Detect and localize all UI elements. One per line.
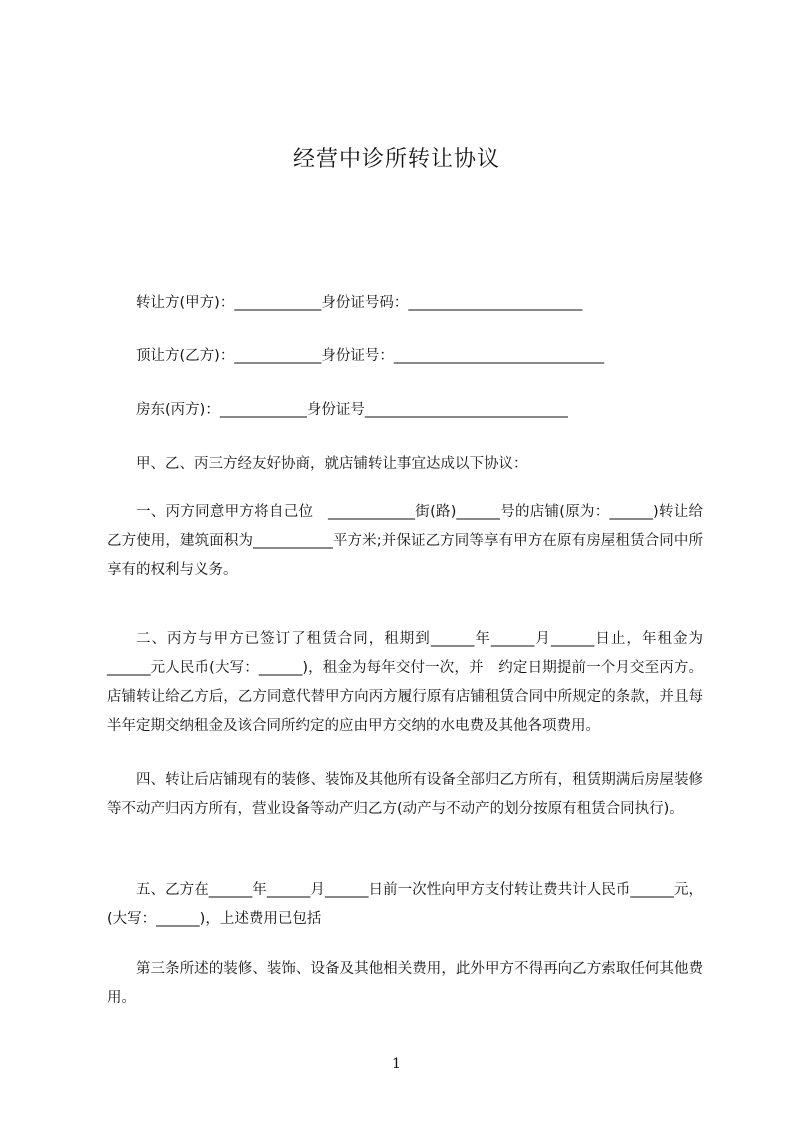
document-title: 经营中诊所转让协议: [292, 147, 500, 172]
clause-5-continuation-paragraph: 第三条所述的装修、装饰、设备及其他相关费用，此外甲方不得再向乙方索取任何其他费用。: [107, 961, 703, 1006]
landlord-line: 房东(丙方)：____________身份证号____________________________: [136, 402, 568, 418]
page-number: 1: [392, 1056, 401, 1072]
clause-5-paragraph: 五、乙方在______年______月______日前一次性向甲方支付转让费共计人民币______元，(大写：______)，上述费用已包括: [107, 882, 703, 927]
transferor-line: 转让方(甲方)：____________身份证号码：________________________: [136, 295, 583, 311]
clause-2-paragraph: 二、丙方与甲方已签订了租赁合同，租期到______年______月______日止，年租金为______元人民币(大写：______)，租金为每年交付一次，并 约定日期提前一个月交至丙方。店铺转让给乙方后，乙方同意代替甲方向丙方履行原有店铺租赁合同中所规定的条款，并且每半年定期交纳租金及该合同所约定的应由甲方交纳的水电费及其他各项费用。: [107, 631, 703, 734]
clause-4-paragraph: 四、转让后店铺现有的装修、装饰及其他所有设备全部归乙方所有，租赁期满后房屋装修等不动产归丙方所有，营业设备等动产归乙方(动产与不动产的划分按原有租赁合同执行)。: [107, 772, 703, 817]
intro-paragraph: 甲、乙、丙三方经友好协商，就店铺转让事宜达成以下协议：: [136, 456, 528, 472]
transferee-line: 顶让方(乙方)：____________身份证号：_____________________________: [136, 348, 605, 364]
clause-1-paragraph: 一、丙方同意甲方将自己位 ____________街(路)______号的店铺(原为：______)转让给乙方使用，建筑面积为___________平方米;并保证乙方同等享有甲方在原有房屋租赁合同中所享有的权利与义务。: [107, 504, 703, 578]
